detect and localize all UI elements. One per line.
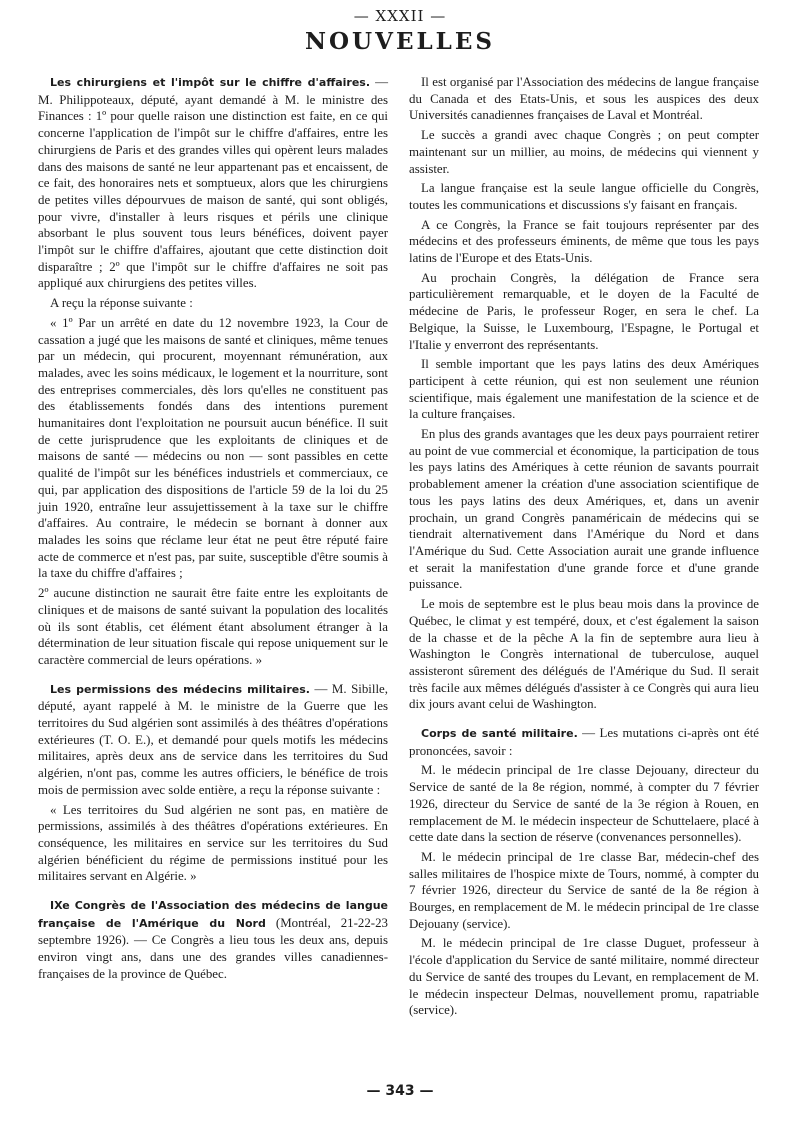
paragraph — [38, 74, 388, 292]
article-heading: Corps de santé militaire. — [421, 727, 578, 741]
paragraph — [38, 681, 388, 799]
paragraph: La langue française est la seule langue officielle du Congrès, toutes les communications et discussions s'y faisant en français. — [409, 181, 759, 212]
paragraph-text: — Les mutations ci-après ont été prononcées, savoir : — [409, 726, 759, 758]
page-number: — 343 — — [366, 1083, 434, 1099]
paragraph: M. le médecin principal de 1re classe Dejouany, directeur du Service de santé de la 8e région, nommé, à compter du 7 février 1926, directeur du Service de santé de la 3e région à Rouen, en remplacement de M. le médecin inspecteur de Schuttelaere, placé à cette date dans la section de réserve (convenances personnelles). — [409, 763, 759, 845]
article-heading: Les chirurgiens et l'impôt sur le chiffre d'affaires. — [50, 76, 371, 89]
paragraph-text: (Montréal, 21-22-23 septembre 1926). — Ce Congrès a lieu tous les deux ans, depuis environ vingt ans, dans une des grandes villes canadiennes-françaises de la province de Québec. — [38, 915, 388, 981]
paragraph: A ce Congrès, la France se fait toujours représenter par des médecins et des professeurs éminents, de même que tous les pays latins de l'Europe et des Etats-Unis. — [409, 217, 759, 266]
paragraph — [409, 725, 759, 759]
paragraph: M. le médecin principal de 1re classe Duguet, professeur à l'école d'application du Service de santé militaire, nommé directeur du Service de santé des troupes du Levant, en remplacement de M. le médecin inspecteur Delmas, nouvellement promu, rapatriable (service). — [409, 936, 759, 1018]
paragraph — [38, 897, 388, 983]
paragraph-text: — M. Sibille, député, ayant rappelé à M. le ministre de la Guerre que les territoires du Sud algérien sont assimilés à des théâtres d'opérations extérieures (T. O. E.), et demandé pour quels motifs les médecins militaires, après deux ans de service dans les territoires du Sud algérien, n'ont pas, comme les autres officiers, le bénéfice de trois mois de permission avec solde entière, a reçu la réponse suivante : — [38, 681, 388, 797]
paragraph: « 1º Par un arrêté en date du 12 novembre 1923, la Cour de cassation a jugé que les maisons de santé et cliniques, même tenues par un médecin, qui procurent, moyennant rémunération, aux malades, avec les soins médicaux, le logement et la nourriture, sont des entreprises commerciales, dès lors qu'elles ne constituent pas des établissements fondés dans des intentions purement humanitaires dont l'exploitation ne poursuit aucun bénéfice. Il suit de cette jurisprudence que les exploitants de cliniques et de maisons de santé — médecins ou non — sont passibles en cette qualité de l'impôt sur les bénéfices industriels et commerciaux, ce qui, par application des dispositions de l'article 59 de la loi du 25 juin 1920, entraîne leur assujettissement à la taxe sur le chiffre d'affaires. Au contraire, le médecin se bornant à donner aux malades les soins que réclame leur état ne peut être réputé faire acte de commerce et n'est pas, par suite, susceptible d'être soumis à la taxe du chiffre d'affaires ; — [38, 315, 388, 581]
article-heading: IXe Congrès de l'Association des médecins de langue française de l'Amérique du Nord — [38, 899, 388, 930]
paragraph: Il semble important que les pays latins des deux Amériques participent à cette réunion, qui est non seulement une réunion scientifique, mais également une manifestation de la science et de la culture françaises. — [409, 357, 759, 422]
page-title: NOUVELLES — [305, 28, 495, 55]
paragraph: En plus des grands avantages que les deux pays pourraient retirer au point de vue commercial et économique, la participation de tous les pays latins des Amériques à cette réunion de savants pourrait probablement amener la création d'une association scientifique de tous les pays latins des deux Amériques, et, dans un avenir prochain, un grand Congrès panaméricain de médecins qui se tiendrait alternativement dans l'Amérique du Nord et dans l'Amérique du Sud. Cette Association aurait une grande influence et serait la manifestation d'une grande force et d'une grande puissance. — [409, 427, 759, 592]
running-header: — XXXII — — [353, 7, 447, 25]
paragraph: Le mois de septembre est le plus beau mois dans la province de Québec, le climat y est tempéré, doux, et c'est également la saison de la chasse et de la pêche A la fin de septembre aura lieu à Washington le Congrès international de tuberculose, auquel assisteront sûrement des délégués de l'Amérique du Sud. Il serait très facile aux mêmes délégués d'assister à ce Congrès qui aura lieu dix jours avant celui de Washington. — [409, 597, 759, 712]
left-column — [38, 74, 388, 986]
right-column — [409, 74, 759, 1022]
paragraph: M. le médecin principal de 1re classe Bar, médecin-chef des salles militaires de l'hospice mixte de Tours, nommé, à compter du 7 février 1926, directeur du Service de santé de la 8e région à Bourges, en remplacement de M. le médecin principal de 1re classe Dejouany (service). — [409, 849, 759, 931]
paragraph: Au prochain Congrès, la délégation de France sera particulièrement remarquable, et le doyen de la Faculté de médecine de Paris, le professeur Roger, en sera le chef. La Belgique, la Suisse, le Luxembourg, l'Espagne, le Portugal et l'Italie y enverront des représentants. — [409, 270, 759, 352]
paragraph-text: — M. Philippoteaux, député, ayant demandé à M. le ministre des Finances : 1º pour quelle raison une distinction est faite, en ce qui concerne l'application de l'impôt sur le chiffre d'affaires, entre les chirurgiens de Paris et des grandes villes qui opèrent leurs malades dans des maisons de santé ne leur appartenant pas et encaissent, de ce fait, des honoraires nets et somptueux, alors que les chirurgiens de petites villes dépourvues de maison de santé, qui sont obligés, pour vivre, d'installer à leurs risques et périls une clinique absorbant le plus souvent tous leurs bénéfices, doivent payer l'impôt sur le chiffre d'affaires, ajoutant que cette distinction doit disparaître ; 2º que l'impôt sur le chiffre d'affaires ne soit pas appliqué aux chirurgiens des petites villes. — [38, 75, 388, 291]
paragraph: A reçu la réponse suivante : — [50, 296, 193, 311]
paragraph: Il est organisé par l'Association des médecins de langue française du Canada et des Etats-Unis, et sous les auspices des deux Universités canadiennes françaises de Laval et Montréal. — [409, 75, 759, 123]
paragraph: Le succès a grandi avec chaque Congrès ; on peut compter maintenant sur un millier, au moins, de médecins qui viennent y assister. — [409, 128, 759, 176]
paragraph: « Les territoires du Sud algérien ne sont pas, en matière de permissions, assimilés à des théâtres d'opérations extérieures. En conséquence, les militaires en service sur les territoires du Sud algérien bénéficient du régime de permissions institué pour les militaires servant en Algérie. » — [38, 802, 388, 884]
paragraph: 2º aucune distinction ne saurait être faite entre les exploitants de cliniques et de maisons de santé suivant la population des localités où ils sont établis, cet élément étant absolument étranger à la détermination de leur situation fiscale qui repose uniquement sur le caractère commercial de leurs opérations. » — [38, 586, 388, 667]
article-heading: Les permissions des médecins militaires. — [50, 682, 310, 696]
